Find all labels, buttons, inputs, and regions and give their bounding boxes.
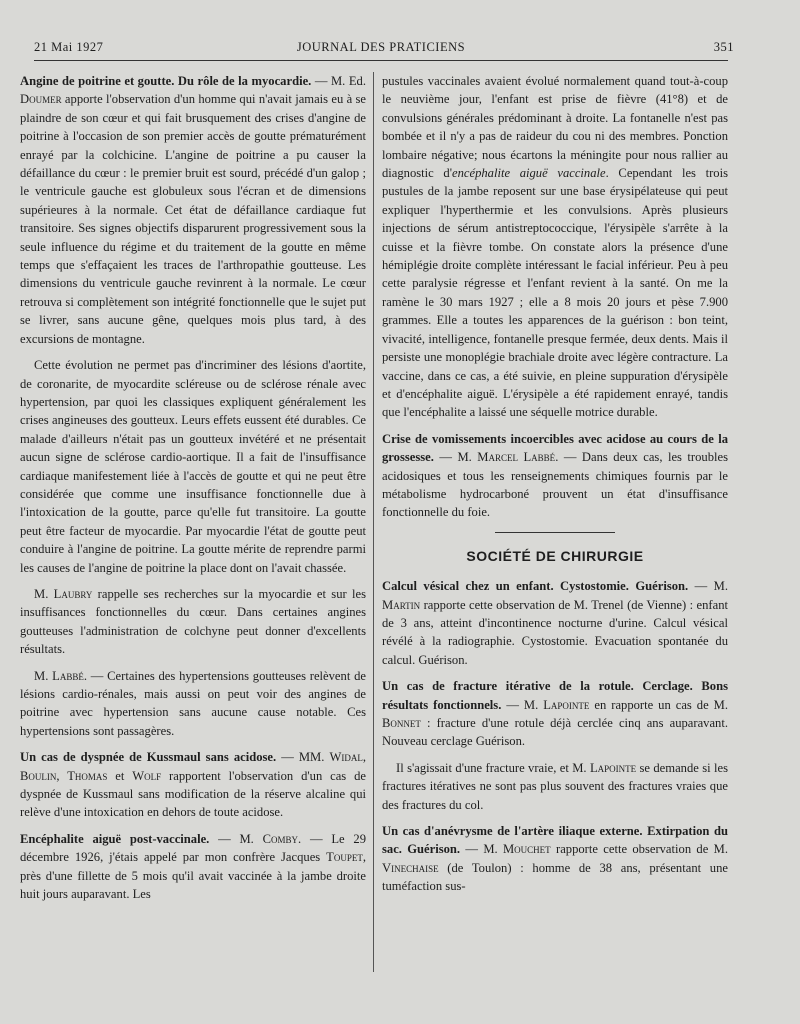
article-vomissements: Crise de vomissements incoercibles avec acidose au cours de la grossesse. — M. Marcel Labbé. — Dans deux cas, les troubles acidosiques et tous les renseignements chimiques fournis par le métabolisme hydrocarboné prouvent un état d'insuffisance fonctionnelle du foie. <box>382 431 728 520</box>
header-journal-title: JOURNAL DES PRATICIENS <box>296 40 466 54</box>
running-header <box>34 38 734 61</box>
author-name: Bonnet <box>382 716 421 730</box>
article-calcul: Calcul vésical chez un enfant. Cystostomie. Guérison. — M. Martin rapporte cette observation de M. Trenel (de Vienne) : enfant de 3 ans, atteint d'incontinence nocturne d'urine. Calcul vésical révélé à la radiographie. Cystostomie. Evacuation spontanée du calcul. Guérison. <box>382 579 728 667</box>
article-title: Encéphalite aiguë post-vaccinale. <box>20 831 210 846</box>
paragraph: M. Labbé. — Certaines des hypertensions goutteuses relèvent de lésions cardio-rénales, mais aussi on peut voir des angines de poitrine avec hypertension sans aucune cause notable. Ces hypertensions sont passagères. <box>20 668 366 738</box>
author-name: Wolf <box>132 768 162 783</box>
article-title: Un cas de dyspnée de Kussmaul sans acidose. <box>20 750 277 765</box>
paragraph: Cette évolution ne permet pas d'incriminer des lésions d'aortite, de coronarite, de myocardite scléreuse ou de sclérose rénale avec hypertension, par quoi les classiques expliquent généralement les crises angineuses des goutteux. Leurs effets eussent été durables. Ce malade d'ailleurs n'était pas un goutteux invétéré et ne présentait aucun signe de sclérose cardio-aortique. Il a fait de l'insuffisance cardiaque manifestement liée à l'accès de goutte et qui ne peut être considérée que comme une insuffisance fonctionnelle due à l'intoxication de la goutte, parce qu'elle fut transitoire. La goutte peut être facteur de myocardie. Par myocardie l'état de goutte peut conduire à l'angine de poitrine. La goutte mérite de reprendre parmi les causes de l'angine de poitrine la place dont on l'avait chassée. <box>20 358 366 575</box>
article-anevrysme: Un cas d'anévrysme de l'artère iliaque externe. Extirpation du sac. Guérison. — M. Mouchet rapporte cette observation de M. Vinechaise (de Toulon) : homme de 38 ans, présentant une tuméfaction sus- <box>382 824 728 894</box>
author-name: Marcel Labbé <box>477 450 556 465</box>
author-name: Laubry <box>53 586 93 601</box>
article-kussmaul: Un cas de dyspnée de Kussmaul sans acidose. — MM. Widal, Boulin, Thomas et Wolf rapportent l'observation d'un cas de dyspnée de Kussmaul sans modification de la réserve alcaline qui relève d'une intoxication en dehors de toute acidose. <box>20 750 366 820</box>
author-name: Comby <box>262 831 299 846</box>
article-title: Un cas de fracture itérative de la rotule. Cerclage. Bons résultats fonctionnels. <box>382 679 728 712</box>
article-title: Calcul vésical chez un enfant. Cystostomie. Guérison. <box>382 579 689 594</box>
paragraph: M. Laubry rappelle ses recherches sur la myocardie et sur les insuffisances fonctionnelles du cœur. Dans certaines angines goutteuses l'administration de colchyne peut donner d'excellents résultats. <box>20 586 366 657</box>
paragraph: Il s'agissait d'une fracture vraie, et M. Lapointe se demande si les fractures itératives ne sont pas plus souvent des fractures vraies que des fractures du col. <box>382 760 728 812</box>
article-title: Crise de vomissements incoercibles avec acidose au cours de la grossesse. <box>382 431 728 465</box>
paragraph-continued: pustules vaccinales avaient évolué normalement quand tout-à-coup le neuvième jour, l'enfant est prise de fièvre (41°8) et de convulsions générales prédominant à droite. La fontanelle n'est pas bombée et il n'y a pas de raideur du cou ni des membres. Ponction lombaire négative; nous écartons la méningite pour nous rallier au diagnostic d'encéphalite aiguë vaccinale. Cependant les trois pustules de la jambe reposent sur une base érysipélateuse qui peut expliquer l'hyperthermie et les convulsions. Après plusieurs injections de sérum antistreptococcique, l'érysipèle s'arrête à la cuisse et la fièvre tombe. On constate alors la présence d'une hémiplégie droite complète intéressant le facial inférieur. Peu à peu cette paralysie régresse et l'enfant revient à la santé. On me la ramène le 30 mars 1927 ; elle a 8 mois 20 jours et pèse 7.900 grammes. Elle a toutes les apparences de la guérison : bon teint, vivacité, intelligence, fontanelle presque fermée, deux dents. Mais il persiste une monoplégie brachiale droite avec légère contracture. La vaccine, dans ce cas, a été suivie, en pleine suppuration d'érysipèle et d'encéphalite aiguë. L'érysipèle a été rapidement enrayé, tandis que l'encéphalite a laissé une séquelle motrice durable. <box>382 74 728 420</box>
author-name: Vinechaise <box>382 860 439 875</box>
article-encephalite: Encéphalite aiguë post-vaccinale. — M. Comby. — Le 29 décembre 1926, j'étais appelé par mon confrère Jacques Toupet, près d'une fillette de 5 mois qu'il avait vaccinée à la jambe droite huit jours auparavant. Les <box>20 831 366 902</box>
author-name: Toupet <box>326 850 363 865</box>
header-date: 21 Mai 1927 <box>34 40 104 54</box>
article-rotule: Un cas de fracture itérative de la rotule. Cerclage. Bons résultats fonctionnels. — M. Lapointe en rapporte un cas de M. Bonnet : fracture d'une rotule déjà cerclée cinq ans auparavant. Nouveau cerclage Guérison. <box>382 679 728 749</box>
section-heading: SOCIÉTÉ DE CHIRURGIE <box>466 547 644 564</box>
article-title: Un cas d'anévrysme de l'artère iliaque externe. Extirpation du sac. Guérison. <box>382 824 728 857</box>
section-separator <box>495 532 615 533</box>
author-name: Widal, Boulin, Thomas <box>20 750 366 783</box>
author-name: Martin <box>382 597 421 612</box>
column-divider <box>373 72 374 972</box>
right-column <box>382 72 728 904</box>
author-name: Labbé <box>52 668 84 683</box>
article-angine: Angine de poitrine et goutte. Du rôle de la myocardie. — M. Ed. Doumer apporte l'observation d'un homme qui n'avait jamais eu à se plaindre de son cœur et qui fait brusquement des crises d'angine de poitrine à l'occasion de son premier accès de goutte prématurément enrayé par la colchicine. L'angine de poitrine a pu causer la défaillance du cœur : le premier bruit est sourd, précédé d'un galop ; le ventricule gauche est globuleux sous l'écran et de dimensions supérieures à la normale. Cet état de défaillance cardiaque fut transitoire. Ses signes objectifs disparurent progressivement sous la seule influence du régime et du traitement de la goutte en même temps que s'effaçaient les traces de l'arthropathie goutteuse. Les dimensions du ventricule gauche revinrent à la normale. Le cœur retrouva si complètement son intégrité fonctionnelle que le sujet put se livrer, sans aucune gêne, quelques mois plus tard, à des excursions de montagne. <box>20 74 366 346</box>
author-name: Doumer <box>20 92 62 107</box>
author-name: Lapointe <box>543 697 590 712</box>
article-title: Angine de poitrine et goutte. Du rôle de la myocardie. <box>20 74 312 88</box>
author-name: Lapointe <box>589 760 637 775</box>
page-number: 351 <box>713 40 734 54</box>
left-column <box>20 72 366 911</box>
author-name: Mouchet <box>502 842 551 857</box>
